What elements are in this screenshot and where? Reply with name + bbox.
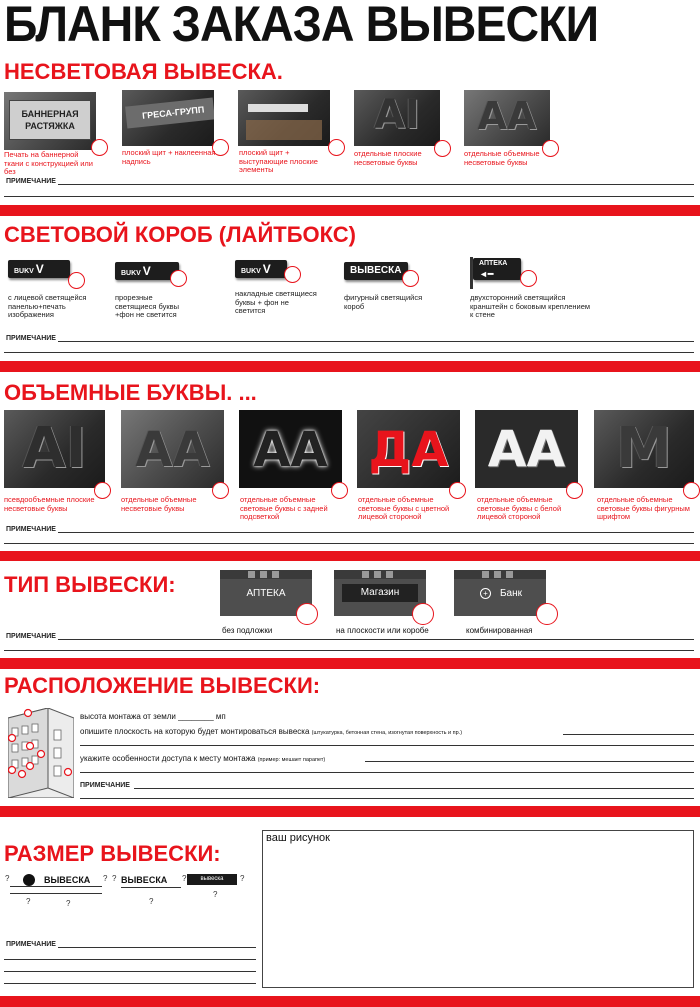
size-sketch-3-text: вывеска bbox=[187, 874, 237, 885]
surface-text: опишите плоскость на которую будет монтироваться вывеска bbox=[80, 727, 310, 736]
caption-nonlit-1: Печать на баннерной ткани с конструкцией или без bbox=[4, 150, 93, 177]
lightbox-2-text: BUKV bbox=[121, 270, 141, 277]
thumb-lightbox-5 bbox=[473, 258, 521, 280]
size-dim-line bbox=[121, 887, 181, 888]
note-line-volume-1[interactable] bbox=[58, 532, 694, 533]
store-window bbox=[248, 571, 255, 578]
volume-1-text: AI bbox=[22, 416, 87, 481]
note-label-nonlit: ПРИМЕЧАНИЕ bbox=[6, 178, 56, 185]
store-window bbox=[386, 571, 393, 578]
note-line-volume-2[interactable] bbox=[4, 543, 694, 544]
surface-hint: (штукатурка, бетонная стена, изогнутая поверхность и пр.) bbox=[311, 730, 463, 736]
access-input-line-2[interactable] bbox=[80, 772, 694, 773]
page-title: БЛАНК ЗАКАЗА ВЫВЕСКИ bbox=[4, 0, 599, 52]
banner-sign: БАННЕРНАЯ РАСТЯЖКА bbox=[9, 100, 91, 140]
lightbox-5-arrow-glyph: ◄━ bbox=[479, 269, 494, 279]
caption-lightbox-4: фигурный светящийся короб bbox=[344, 293, 423, 311]
divider-bar-2 bbox=[0, 361, 700, 372]
note-line-size-2[interactable] bbox=[4, 959, 256, 960]
note-line-size-3[interactable] bbox=[4, 971, 256, 972]
note-line-nonlit-2[interactable] bbox=[4, 196, 694, 197]
size-sketch-2-text: ВЫВЕСКА bbox=[121, 875, 168, 885]
size-dim-line bbox=[10, 886, 102, 887]
type-1-sign: АПТЕКА bbox=[246, 588, 286, 599]
note-label-type: ПРИМЕЧАНИЕ bbox=[6, 633, 56, 640]
caption-volume-1: псевдообъемные плоские несветовые буквы bbox=[4, 495, 95, 513]
lightbox-3-text: BUKV bbox=[241, 268, 261, 275]
note-label-location: ПРИМЕЧАНИЕ bbox=[80, 782, 130, 789]
round-element-icon bbox=[23, 874, 35, 886]
surface-input-line-1[interactable] bbox=[563, 734, 694, 735]
drawing-area[interactable] bbox=[262, 830, 694, 988]
size-question-mark: ? bbox=[182, 874, 187, 883]
access-field-label bbox=[80, 754, 325, 763]
option-checkbox-lightbox-5[interactable] bbox=[520, 270, 537, 287]
caption-type-3: комбинированная bbox=[466, 626, 533, 635]
thumb-volume-4 bbox=[357, 410, 460, 488]
thumb-volume-1 bbox=[4, 410, 105, 488]
option-checkbox-lightbox-1[interactable] bbox=[68, 272, 85, 289]
store-window bbox=[374, 571, 381, 578]
storefront-shape bbox=[246, 120, 322, 140]
divider-bar-1 bbox=[0, 205, 700, 216]
section-title-size: РАЗМЕР ВЫВЕСКИ: bbox=[4, 841, 221, 866]
thumb-volume-5 bbox=[475, 410, 578, 488]
volume-3-text: AA bbox=[253, 422, 328, 478]
size-sketch-1-text: ВЫВЕСКА bbox=[44, 875, 91, 885]
flat-letters-text: AI bbox=[374, 92, 420, 138]
section-title-type: ТИП ВЫВЕСКИ: bbox=[4, 572, 176, 597]
note-label-lightbox: ПРИМЕЧАНИЕ bbox=[6, 335, 56, 342]
option-checkbox-lightbox-4[interactable] bbox=[402, 270, 419, 287]
note-line-location-2[interactable] bbox=[80, 798, 694, 799]
size-question-mark: ? bbox=[26, 897, 31, 906]
volume-2-text: AA bbox=[135, 422, 210, 478]
flat-shield-sign: ГРЕСА-ГРУПП bbox=[125, 97, 214, 128]
caption-volume-3: отдельные объемные световые буквы с задней подсветкой bbox=[240, 495, 328, 522]
divider-bar-4 bbox=[0, 658, 700, 669]
caption-nonlit-5: отдельные объемные несветовые буквы bbox=[464, 149, 540, 167]
store-window bbox=[362, 571, 369, 578]
note-line-location-1[interactable] bbox=[134, 788, 694, 789]
caption-volume-6: отдельные объемные световые буквы фигурным шрифтом bbox=[597, 495, 690, 522]
thumb-volume-2 bbox=[121, 410, 224, 488]
bank-logo-icon: + bbox=[480, 588, 491, 599]
store-window bbox=[494, 571, 501, 578]
drawing-area-label: ваш рисунок bbox=[266, 832, 330, 844]
volume-5-text: AA bbox=[487, 420, 566, 478]
caption-type-2: на плоскости или коробе bbox=[336, 626, 429, 635]
size-question-mark: ? bbox=[213, 890, 218, 899]
caption-nonlit-3: плоский щит + выступающие плоские элементы bbox=[239, 148, 318, 175]
thumb-volume-letters bbox=[464, 90, 550, 146]
thumb-flat-shield bbox=[122, 90, 214, 146]
size-question-mark: ? bbox=[240, 874, 245, 883]
access-text: укажите особенности доступа к месту монтажа bbox=[80, 754, 256, 763]
option-checkbox-type-1[interactable] bbox=[296, 603, 318, 625]
caption-type-1: без подложки bbox=[222, 626, 273, 635]
note-label-volume: ПРИМЕЧАНИЕ bbox=[6, 526, 56, 533]
size-question-mark: ? bbox=[66, 899, 71, 908]
thumb-lightbox-3 bbox=[235, 260, 287, 278]
surface-field-label bbox=[80, 727, 462, 736]
option-checkbox-type-3[interactable] bbox=[536, 603, 558, 625]
caption-volume-5: отдельные объемные световые буквы с белой лицевой стороной bbox=[477, 495, 562, 522]
caption-lightbox-2: прорезные светящиеся буквы +фон не светится bbox=[115, 293, 180, 320]
note-line-size-4[interactable] bbox=[4, 983, 256, 984]
caption-volume-4: отдельные объемные световые буквы с цветной лицевой стороной bbox=[358, 495, 450, 522]
thumb-flat-letters bbox=[354, 90, 440, 146]
building-icon bbox=[8, 708, 74, 798]
store-window bbox=[482, 571, 489, 578]
section-title-location: РАСПОЛОЖЕНИЕ ВЫВЕСКИ: bbox=[4, 673, 321, 698]
storefront-sign-shape bbox=[248, 104, 308, 112]
surface-input-line-2[interactable] bbox=[80, 745, 694, 746]
store-window bbox=[272, 571, 279, 578]
type-2-sign: Магазин bbox=[342, 584, 418, 602]
note-line-type-2[interactable] bbox=[4, 650, 694, 651]
thumb-flat-shield-elements bbox=[238, 90, 330, 146]
divider-bar-3 bbox=[0, 551, 700, 561]
caption-nonlit-4: отдельные плоские несветовые буквы bbox=[354, 149, 422, 167]
thumb-volume-6 bbox=[594, 410, 694, 488]
height-field-label: высота монтажа от земли ________ мп bbox=[80, 712, 226, 721]
type-3-sign: Банк bbox=[499, 588, 523, 599]
access-hint: (пример: мешает парапет) bbox=[257, 757, 326, 763]
note-line-size-1[interactable] bbox=[58, 947, 256, 948]
caption-volume-2: отдельные объемные несветовые буквы bbox=[121, 495, 197, 513]
lightbox-2-v-glyph: V bbox=[142, 264, 151, 278]
access-input-line-1[interactable] bbox=[365, 761, 694, 762]
volume-6-text: M bbox=[616, 416, 672, 481]
caption-nonlit-2: плоский щит + наклеенная надпись bbox=[122, 148, 216, 166]
caption-lightbox-5: двухсторонний светящийся кранштейн с боковым креплением к стене bbox=[470, 293, 591, 320]
lightbox-5-text: АПТЕКА bbox=[479, 260, 508, 267]
lightbox-3-v-glyph: V bbox=[262, 262, 271, 276]
size-dim-line bbox=[10, 893, 102, 894]
thumb-volume-3 bbox=[239, 410, 342, 488]
note-label-size: ПРИМЕЧАНИЕ bbox=[6, 941, 56, 948]
thumb-lightbox-1 bbox=[8, 260, 70, 278]
thumb-banner bbox=[4, 92, 96, 150]
store-window bbox=[260, 571, 267, 578]
lightbox-4-text: ВЫВЕСКА bbox=[350, 265, 402, 276]
option-checkbox-type-2[interactable] bbox=[412, 603, 434, 625]
note-line-lightbox-2[interactable] bbox=[4, 352, 694, 353]
thumb-lightbox-4 bbox=[344, 262, 408, 280]
divider-bar-5 bbox=[0, 806, 700, 817]
caption-lightbox-1: с лицевой светящейся панелью+печать изображения bbox=[8, 293, 87, 320]
note-line-nonlit-1[interactable] bbox=[58, 184, 694, 185]
volume-4-text: ДА bbox=[368, 422, 449, 478]
lightbox-1-text: BUKV bbox=[14, 268, 34, 275]
note-line-lightbox-1[interactable] bbox=[58, 341, 694, 342]
option-checkbox-lightbox-2[interactable] bbox=[170, 270, 187, 287]
option-checkbox-lightbox-3[interactable] bbox=[284, 266, 301, 283]
size-question-mark: ? bbox=[103, 874, 108, 883]
lightbox-1-v-glyph: V bbox=[35, 262, 44, 276]
section-title-volume: ОБЪЕМНЫЕ БУКВЫ. ... bbox=[4, 380, 257, 405]
size-question-mark: ? bbox=[149, 897, 154, 906]
caption-lightbox-3: накладные светящиеся буквы + фон не светится bbox=[235, 289, 317, 316]
thumb-type-3 bbox=[454, 570, 546, 616]
size-question-mark: ? bbox=[5, 874, 10, 883]
size-question-mark: ? bbox=[112, 874, 117, 883]
store-window bbox=[506, 571, 513, 578]
volume-letters-text: AA bbox=[477, 94, 537, 138]
note-line-type-1[interactable] bbox=[58, 639, 694, 640]
section-title-lightbox: СВЕТОВОЙ КОРОБ (ЛАЙТБОКС) bbox=[4, 222, 356, 247]
section-title-nonlit: НЕСВЕТОВАЯ ВЫВЕСКА. bbox=[4, 59, 283, 84]
divider-bar-6 bbox=[0, 996, 700, 1007]
building-diagram bbox=[8, 708, 74, 798]
